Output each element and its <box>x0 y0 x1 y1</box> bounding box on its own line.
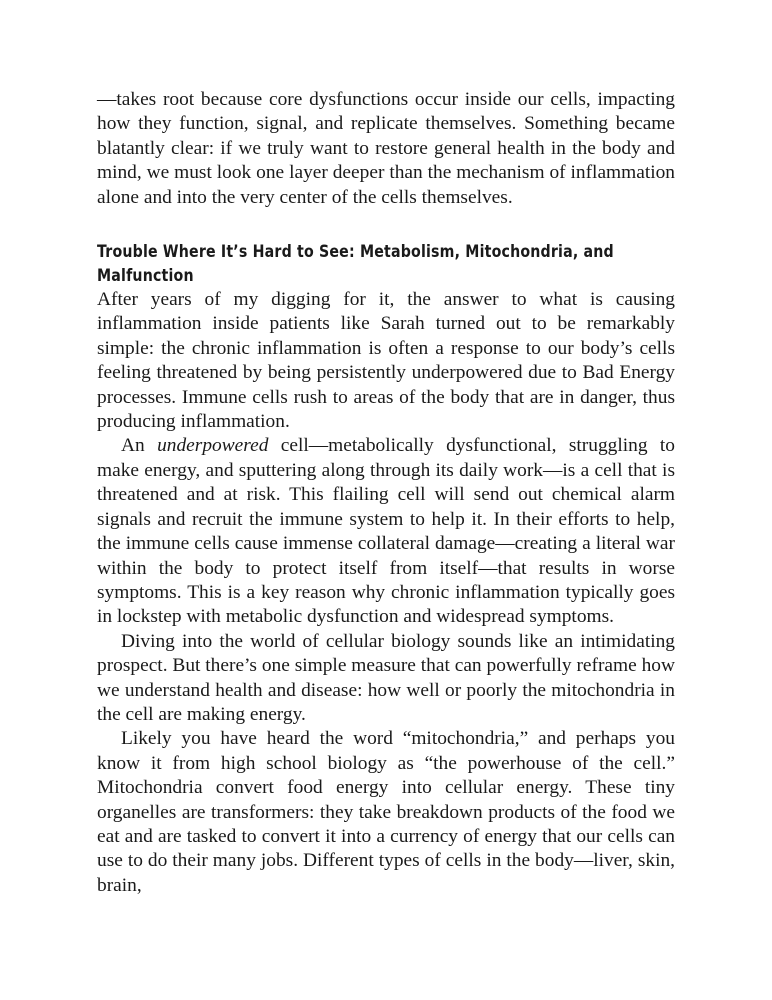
section-paragraph-1: After years of my digging for it, the answer to what is causing inflammation inside patients like Sarah turned out to be remarkably simple: the chronic inflammation is often a response to our body’s cells feeling threatened by being persistently underpowered due to Bad Energy processes. Immune cells rush to areas of the body that are in danger, thus producing inflammation. <box>97 289 675 433</box>
paragraph-2-emphasis: underpowered <box>157 435 269 457</box>
section-paragraph-4: Likely you have heard the word “mitochondria,” and perhaps you know it from high school biology as “the powerhouse of the cell.” Mitochondria convert food energy into cellular energy. These tiny organelles are transformers: they take breakdown products of the food we eat and are tasked to convert it into a currency of energy that our cells can use to do their many jobs. Different types of cells in the body—liver, skin, brain, <box>97 728 675 896</box>
page-body <box>97 88 675 898</box>
section-heading <box>97 210 674 288</box>
section-paragraph-3: Diving into the world of cellular biology sounds like an intimidating prospect. But there’s one simple measure that can powerfully reframe how we understand health and disease: how well or poorly the mitochondria in the cell are making energy. <box>97 630 675 725</box>
section-paragraph-2 <box>97 434 675 629</box>
opening-paragraph: —takes root because core dysfunctions occur inside our cells, impacting how they function, signal, and replicate themselves. Something became blatantly clear: if we truly want to restore general health in the body and mind, we must look one layer deeper than the mechanism of inflammation alone and into the very center of the cells themselves. <box>97 89 675 208</box>
paragraph-2-lead: An <box>121 435 158 457</box>
paragraph-2-rest: cell—metabolically dysfunctional, struggling to make energy, and sputtering along through its daily work—is a cell that is threatened and at risk. This flailing cell will send out chemical alarm signals and recruit the immune system to help it. In their efforts to help, the immune cells cause immense collateral damage—creating a literal war within the body to protect itself from itself—that results in worse symptoms. This is a key reason why chronic inflammation typically goes in lockstep with metabolic dysfunction and widespread symptoms. <box>97 435 675 628</box>
section-heading-line-1: Trouble Where It’s Hard to See: Metabolism, Mitochondria, and <box>97 242 614 262</box>
section-heading-line-2: Malfunction <box>97 266 194 286</box>
